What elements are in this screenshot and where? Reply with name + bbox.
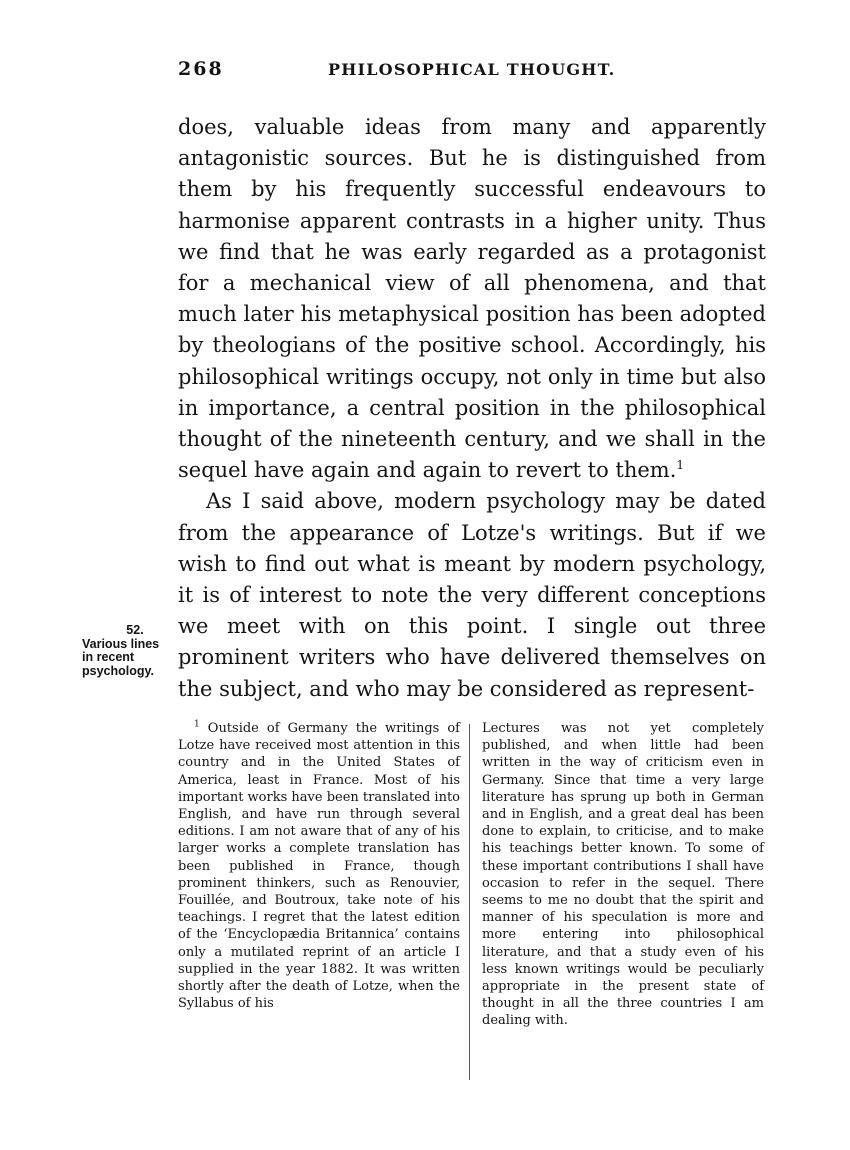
body-text (178, 112, 766, 705)
paragraph-1 (178, 112, 766, 486)
margin-note (82, 624, 172, 678)
running-head (178, 58, 766, 88)
footnote-left-column (178, 720, 460, 1012)
margin-note-text: Various lines in recent psychology. (82, 636, 160, 678)
footnote-right-text: Lectures was not yet completely published, and when little had been written in the way of criticism even in Germany. Since that time a very large literature has sprung up both in German and in English, and a great deal has been done to explain, to criticise, and to make his teachings better known. To some of these important contributions I shall have occasion to refer in the sequel. There seems to me no doubt that the spirit and manner of his speculation is more and more entering into philosophical literature, and that a study even of his less known writings would be peculiarly appropriate in the present state of thought in all the three countries I am dealing with. (482, 721, 764, 1029)
page-number: 268 (178, 58, 224, 80)
paragraph-1-text: does, valuable ideas from many and apparently antagonistic sources. But he is distinguished from them by his frequently successful endeavours to harmonise apparent contrasts in a higher unity. Thus we find that he was early regarded as a protagonist for a mechanical view of all phenomena, and that much later his metaphysical position has been adopted by theologians of the positive school. Accordingly, his philosophical writings occupy, not only in time but also in importance, a central position in the philosophical thought of the nineteenth century, and we shall in the sequel have again and again to revert to them. (178, 115, 766, 483)
running-title: PHILOSOPHICAL THOUGHT. (328, 60, 616, 79)
footnote-reference: 1 (676, 458, 685, 473)
footnote-right-column (482, 720, 764, 1030)
footnote-left-text: Outside of Germany the writings of Lotze have received most attention in this country and in the United States of America, least in France. Most of his important works have been translated into English, and have run through several editions. I am not aware that of any of his larger works a complete translation has been published in France, though prominent thinkers, such as Renouvier, Fouillée, and Boutroux, take note of his teachings. I regret that the latest edition of the ‘Encyclopædia Britannica’ contains only a mutilated reprint of an article I supplied in the year 1882. It was written shortly after the death of Lotze, when the Syllabus of his (178, 721, 461, 1012)
column-divider (469, 724, 470, 1080)
footnote-marker: 1 (194, 719, 200, 730)
paragraph-2: As I said above, modern psychology may be dated from the appearance of Lotze's writings. But if we wish to find out what is meant by modern psychology, it is of interest to note the very different conceptions we meet with on this point. I single out three prominent writers who have delivered themselves on the subject, and who may be considered as represent- (178, 489, 766, 701)
margin-note-number: 52. (126, 623, 144, 637)
footnotes (172, 720, 766, 1085)
